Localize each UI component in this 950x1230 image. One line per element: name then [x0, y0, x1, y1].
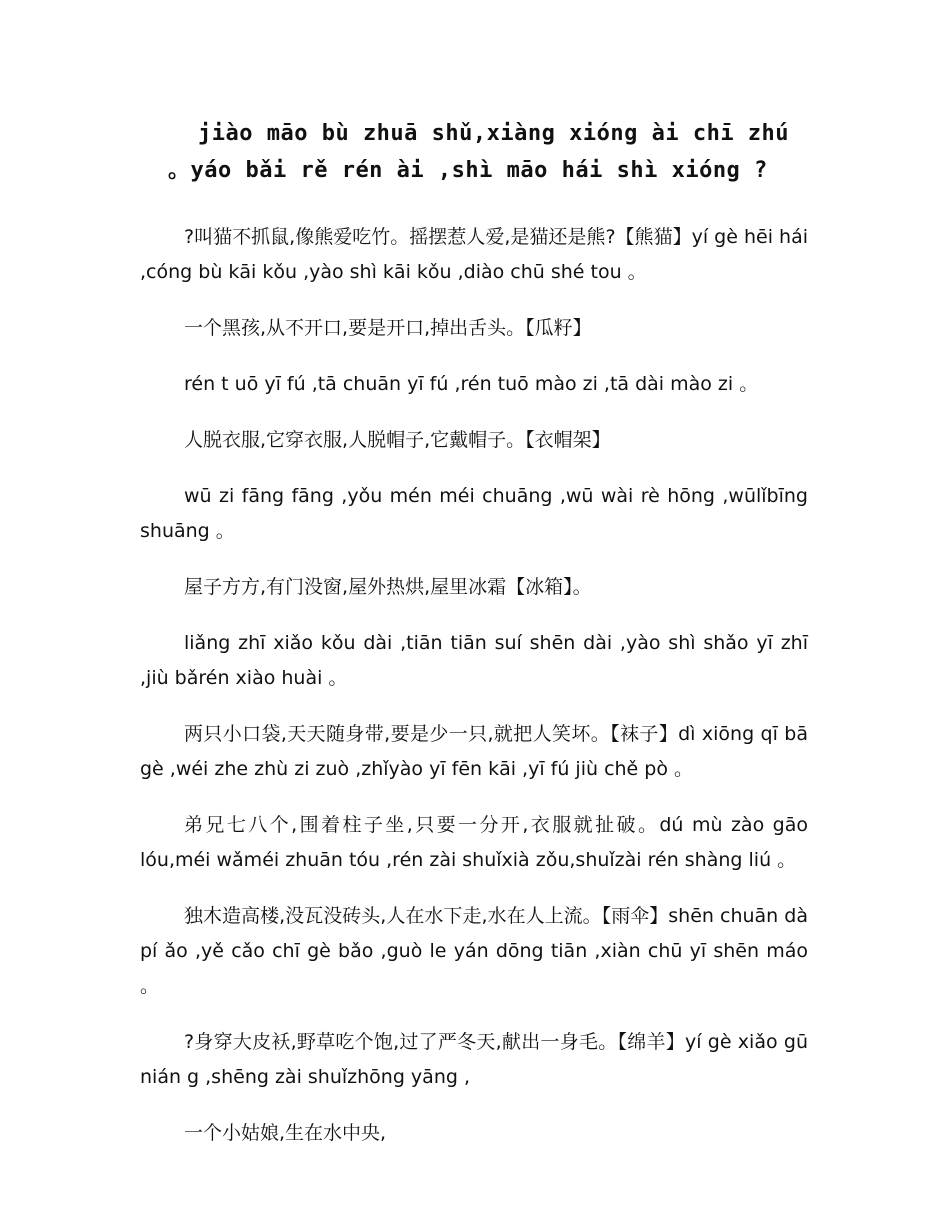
- paragraph: 两只小口袋,天天随身带,要是少一只,就把人笑坏。【袜子】dì xiōng qī bā gè ,wéi zhe zhù zi zuò ,zhǐyào yī fēn kāi ,yī fú jiù chě pò 。: [140, 723, 808, 780]
- paragraph: 弟兄七八个,围着柱子坐,只要一分开,衣服就扯破。dú mù zào gāo lóu,méi wǎméi zhuān tóu ,rén zài shuǐxià zǒu,shuǐzài rén shàng liú 。: [140, 814, 808, 871]
- paragraph: 一个黑孩,从不开口,要是开口,掉出舌头。【瓜籽】: [184, 317, 592, 339]
- paragraph: liǎng zhī xiǎo kǒu dài ,tiān tiān suí shēn dài ,yào shì shǎo yī zhī ,jiù bǎrén xiào huài 。: [140, 632, 808, 689]
- paragraph: ?身穿大皮袄,野草吃个饱,过了严冬天,献出一身毛。【绵羊】yí gè xiǎo gū nián g ,shēng zài shuǐzhōng yāng ,: [140, 1031, 808, 1088]
- paragraph: 屋子方方,有门没窗,屋外热烘,屋里冰霜【冰箱】。: [184, 576, 592, 598]
- paragraph: wū zi fāng fāng ,yǒu mén méi chuāng ,wū wài rè hōng ,wūlǐbīng shuāng 。: [140, 485, 808, 542]
- paragraph: 一个小姑娘,生在水中央,: [184, 1122, 387, 1144]
- paragraph: 人脱衣服,它穿衣服,人脱帽子,它戴帽子。【衣帽架】: [184, 429, 611, 451]
- paragraph: rén t uō yī fú ,tā chuān yī fú ,rén tuō mào zi ,tā dài mào zi 。: [184, 373, 759, 395]
- title-line-1: jiào māo bù zhuā shǔ,xiàng xióng ài chī zhú: [198, 121, 790, 146]
- paragraph: 独木造高楼,没瓦没砖头,人在水下走,水在人上流。【雨伞】shēn chuān dà pí ǎo ,yě cǎo chī gè bǎo ,guò le yán dōng tiān ,xiàn chū yī shēn máo 。: [140, 905, 808, 997]
- pinyin-title: [140, 115, 830, 189]
- title-line-2: 。yáo bǎi rě rén ài ,shì māo hái shì xióng ?: [168, 158, 768, 183]
- document-body: [140, 220, 808, 1172]
- paragraph: ?叫猫不抓鼠,像熊爱吃竹。摇摆惹人爱,是猫还是熊?【熊猫】yí gè hēi hái ,cóng bù kāi kǒu ,yào shì kāi kǒu ,diào chū shé tou 。: [140, 226, 808, 283]
